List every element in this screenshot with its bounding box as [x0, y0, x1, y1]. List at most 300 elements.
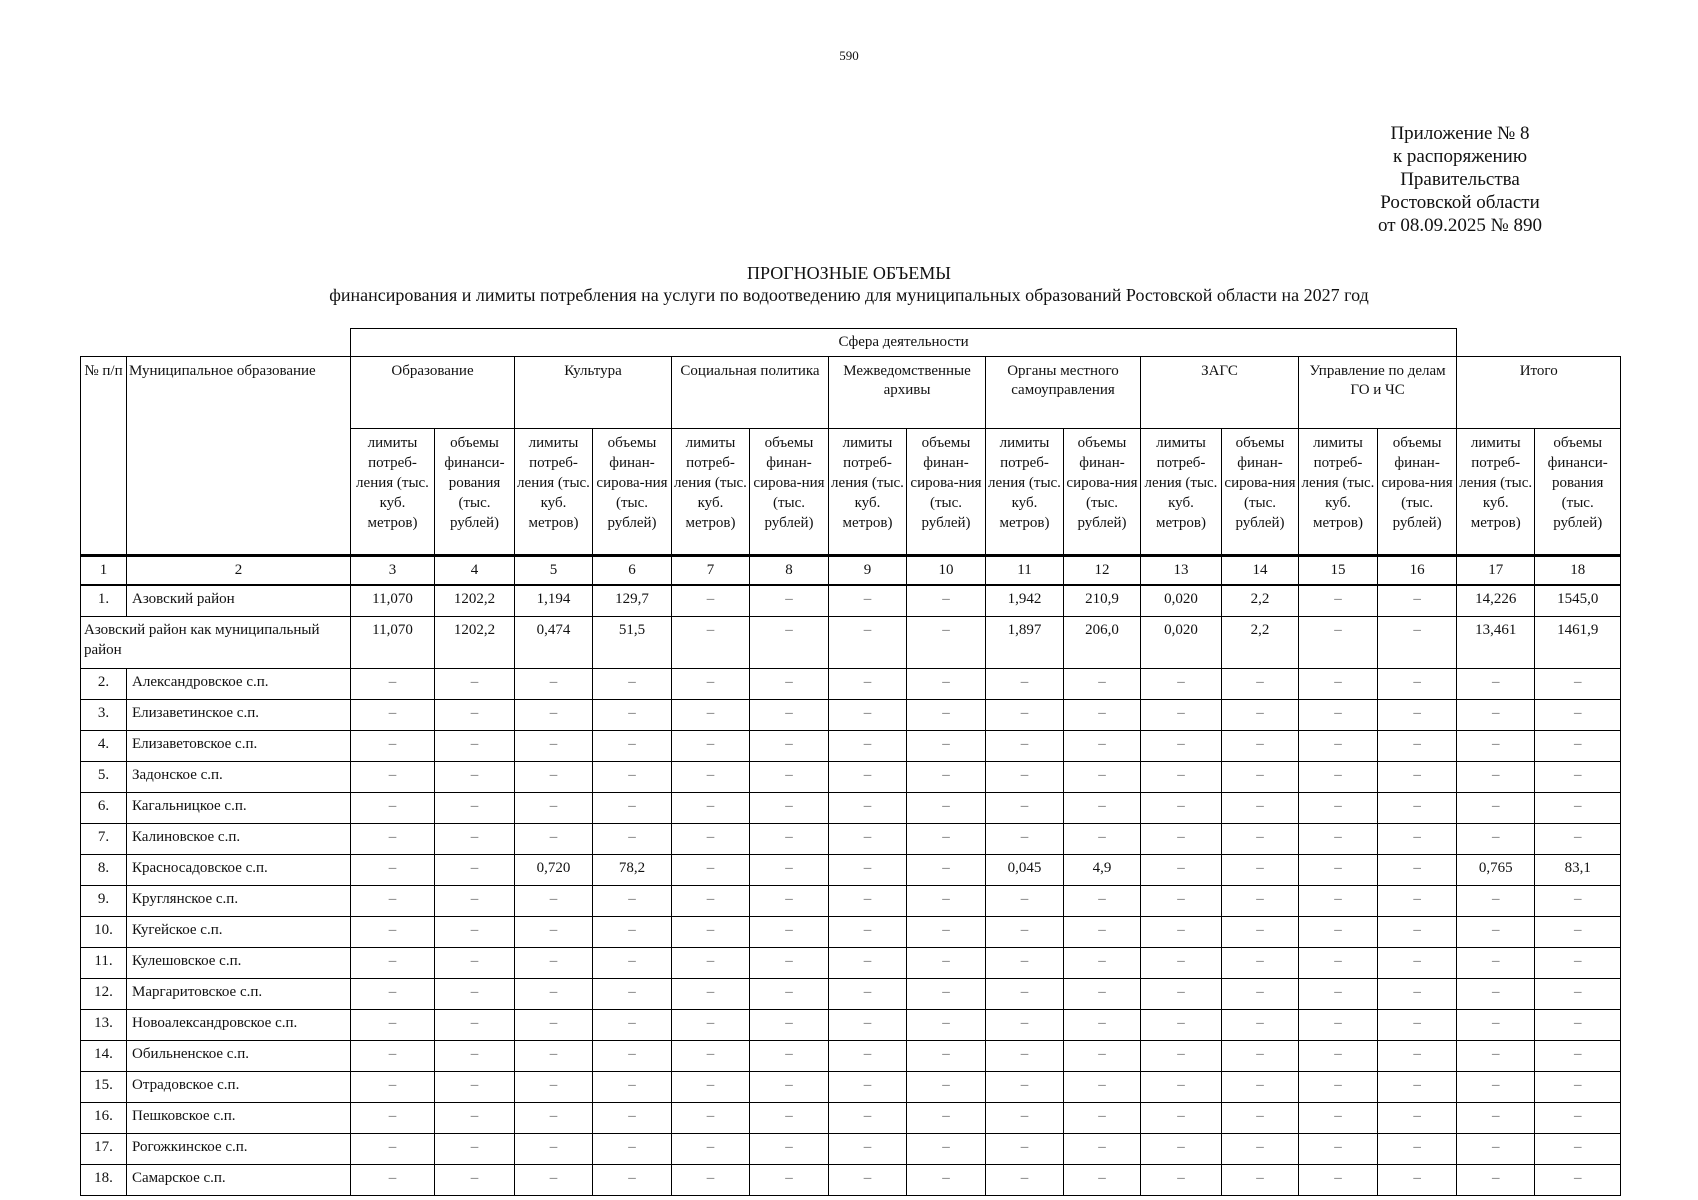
value-cell: – [515, 917, 593, 948]
value-cell: – [750, 1041, 829, 1072]
value-cell: – [593, 700, 672, 731]
value-cell: 1461,9 [1535, 617, 1621, 669]
value-cell: – [907, 1134, 986, 1165]
column-number-cell: 12 [1064, 556, 1141, 586]
value-cell: 0,020 [1141, 617, 1222, 669]
header-row-groups [81, 357, 1621, 429]
value-cell: – [986, 731, 1064, 762]
row-name: Круглянское с.п. [127, 886, 351, 917]
value-cell: – [829, 1165, 907, 1196]
group-header: Межведомственные архивы [829, 357, 986, 429]
column-number-cell: 4 [435, 556, 515, 586]
value-cell: – [986, 700, 1064, 731]
value-cell: – [1457, 1165, 1535, 1196]
row-number: 18. [81, 1165, 127, 1196]
value-cell: – [907, 1010, 986, 1041]
value-cell: – [1064, 700, 1141, 731]
value-cell: – [1141, 1134, 1222, 1165]
value-cell: – [829, 855, 907, 886]
value-cell: – [829, 917, 907, 948]
value-cell: – [1535, 824, 1621, 855]
value-cell: – [750, 762, 829, 793]
value-cell: – [1299, 731, 1378, 762]
value-cell: – [1535, 762, 1621, 793]
value-cell: – [593, 793, 672, 824]
value-cell: – [1457, 1010, 1535, 1041]
row-name: Кулешовское с.п. [127, 948, 351, 979]
value-cell: – [672, 669, 750, 700]
subheader-cell: лимиты потреб-ления (тыс. куб. метров) [829, 429, 907, 556]
value-cell: – [593, 886, 672, 917]
value-cell: – [1378, 1010, 1457, 1041]
value-cell: – [986, 979, 1064, 1010]
value-cell: 206,0 [1064, 617, 1141, 669]
value-cell: – [750, 824, 829, 855]
column-number-cell: 15 [1299, 556, 1378, 586]
value-cell: – [672, 979, 750, 1010]
value-cell: – [1141, 824, 1222, 855]
value-cell: 1,897 [986, 617, 1064, 669]
value-cell: – [593, 824, 672, 855]
value-cell: – [1535, 731, 1621, 762]
column-header-name: Муниципальное образование [127, 357, 351, 556]
header-row-sphere [81, 329, 1621, 357]
subheader-cell: объемы финан-сирова-ния (тыс. рублей) [1064, 429, 1141, 556]
value-cell: 0,474 [515, 617, 593, 669]
value-cell: – [1535, 1041, 1621, 1072]
value-cell: – [593, 948, 672, 979]
value-cell: – [1222, 855, 1299, 886]
subheader-cell: объемы финан-сирова-ния (тыс. рублей) [907, 429, 986, 556]
value-cell: – [1299, 855, 1378, 886]
value-cell: – [351, 1134, 435, 1165]
group-header: Образование [351, 357, 515, 429]
value-cell: – [1378, 762, 1457, 793]
subheader-cell: объемы финан-сирова-ния (тыс. рублей) [593, 429, 672, 556]
value-cell: – [435, 1072, 515, 1103]
value-cell: – [351, 793, 435, 824]
value-cell: – [829, 700, 907, 731]
value-cell: – [1378, 793, 1457, 824]
subheader-cell: лимиты потреб-ления (тыс. куб. метров) [1457, 429, 1535, 556]
value-cell: – [1141, 855, 1222, 886]
row-number: 7. [81, 824, 127, 855]
value-cell: – [1378, 585, 1457, 617]
value-cell: 4,9 [1064, 855, 1141, 886]
value-cell: – [1222, 824, 1299, 855]
value-cell: – [1378, 1103, 1457, 1134]
value-cell: – [829, 1072, 907, 1103]
value-cell: – [750, 1134, 829, 1165]
value-cell: – [593, 1041, 672, 1072]
value-cell: – [907, 886, 986, 917]
value-cell: – [1222, 1010, 1299, 1041]
value-cell: – [907, 824, 986, 855]
value-cell: – [907, 917, 986, 948]
value-cell: 2,2 [1222, 585, 1299, 617]
column-number-cell: 7 [672, 556, 750, 586]
value-cell: 1,942 [986, 585, 1064, 617]
value-cell: – [1535, 917, 1621, 948]
table-row [81, 948, 1621, 979]
value-cell: – [829, 793, 907, 824]
column-number-cell: 11 [986, 556, 1064, 586]
value-cell: – [1064, 1072, 1141, 1103]
value-cell: – [435, 1134, 515, 1165]
value-cell: – [1141, 731, 1222, 762]
value-cell: – [829, 1041, 907, 1072]
appendix-line: Ростовской области [1380, 192, 1540, 213]
table-row [81, 1134, 1621, 1165]
value-cell: – [435, 700, 515, 731]
value-cell: – [351, 669, 435, 700]
value-cell: – [1378, 855, 1457, 886]
row-name: Новоалександровское с.п. [127, 1010, 351, 1041]
value-cell: – [750, 917, 829, 948]
row-name: Красносадовское с.п. [127, 855, 351, 886]
value-cell: – [1141, 886, 1222, 917]
value-cell: – [1299, 617, 1378, 669]
subheader-cell: лимиты потреб-ления (тыс. куб. метров) [351, 429, 435, 556]
value-cell: – [1141, 1072, 1222, 1103]
value-cell: – [435, 886, 515, 917]
value-cell: 1,194 [515, 585, 593, 617]
value-cell: – [672, 700, 750, 731]
value-cell: – [1141, 1010, 1222, 1041]
row-number: 9. [81, 886, 127, 917]
row-name: Рогожкинское с.п. [127, 1134, 351, 1165]
value-cell: – [672, 917, 750, 948]
row-name: Азовский район [127, 585, 351, 617]
subheader-cell: лимиты потреб-ления (тыс. куб. метров) [672, 429, 750, 556]
subheader-cell: объемы финан-сирова-ния (тыс. рублей) [1222, 429, 1299, 556]
value-cell: – [986, 762, 1064, 793]
table-row [81, 731, 1621, 762]
value-cell: 83,1 [1535, 855, 1621, 886]
value-cell: – [1299, 1010, 1378, 1041]
column-number-cell: 16 [1378, 556, 1457, 586]
value-cell: – [1222, 700, 1299, 731]
value-cell: – [515, 669, 593, 700]
value-cell: – [435, 731, 515, 762]
value-cell: – [1064, 762, 1141, 793]
value-cell: – [515, 1072, 593, 1103]
row-name: Кугейское с.п. [127, 917, 351, 948]
value-cell: 51,5 [593, 617, 672, 669]
row-name: Кагальницкое с.п. [127, 793, 351, 824]
value-cell: – [1457, 1072, 1535, 1103]
value-cell: 11,070 [351, 617, 435, 669]
value-cell: – [1535, 948, 1621, 979]
value-cell: – [1457, 824, 1535, 855]
value-cell: – [672, 1134, 750, 1165]
appendix-line: Правительства [1400, 169, 1520, 190]
value-cell: – [1222, 1134, 1299, 1165]
value-cell: – [907, 793, 986, 824]
value-cell: – [1535, 886, 1621, 917]
value-cell: – [1141, 1041, 1222, 1072]
value-cell: – [672, 1072, 750, 1103]
row-number: 12. [81, 979, 127, 1010]
value-cell: – [1457, 793, 1535, 824]
value-cell: – [1378, 948, 1457, 979]
value-cell: – [593, 917, 672, 948]
value-cell: – [986, 1072, 1064, 1103]
value-cell: – [1457, 731, 1535, 762]
value-cell: – [593, 669, 672, 700]
value-cell: – [1141, 917, 1222, 948]
value-cell: – [1299, 793, 1378, 824]
value-cell: – [750, 1103, 829, 1134]
value-cell: – [1299, 1103, 1378, 1134]
appendix-line: к распоряжению [1392, 146, 1528, 167]
value-cell: 78,2 [593, 855, 672, 886]
value-cell: – [515, 1010, 593, 1041]
value-cell: – [1378, 1165, 1457, 1196]
subheader-cell: лимиты потреб-ления (тыс. куб. метров) [1141, 429, 1222, 556]
subheader-cell: лимиты потреб-ления (тыс. куб. метров) [515, 429, 593, 556]
sphere-header: Сфера деятельности [351, 329, 1457, 357]
table-row [81, 585, 1621, 617]
value-cell: – [750, 886, 829, 917]
document-subtitle: финансирования и лимиты потребления на услуги по водоотведению для муниципальных образований Ростовской области на 2027 год [329, 285, 1369, 305]
blank-cell [81, 329, 127, 357]
value-cell: – [986, 1103, 1064, 1134]
subtotal-row [81, 617, 1621, 669]
row-name: Пешковское с.п. [127, 1103, 351, 1134]
row-number: 17. [81, 1134, 127, 1165]
row-name: Александровское с.п. [127, 669, 351, 700]
value-cell: – [672, 1165, 750, 1196]
value-cell: – [435, 669, 515, 700]
table-row [81, 855, 1621, 886]
column-header-number: № п/п [81, 357, 127, 556]
row-name: Калиновское с.п. [127, 824, 351, 855]
value-cell: – [1299, 824, 1378, 855]
value-cell: – [750, 585, 829, 617]
value-cell: – [1141, 979, 1222, 1010]
value-cell: – [1141, 948, 1222, 979]
value-cell: – [750, 855, 829, 886]
group-header: Культура [515, 357, 672, 429]
value-cell: 0,765 [1457, 855, 1535, 886]
value-cell: – [829, 669, 907, 700]
column-number-cell: 5 [515, 556, 593, 586]
value-cell: – [907, 700, 986, 731]
value-cell: – [1299, 1134, 1378, 1165]
value-cell: – [1064, 1010, 1141, 1041]
value-cell: – [435, 855, 515, 886]
table-row [81, 824, 1621, 855]
row-number: 5. [81, 762, 127, 793]
column-number-cell: 6 [593, 556, 672, 586]
row-name: Задонское с.п. [127, 762, 351, 793]
value-cell: – [1141, 669, 1222, 700]
table-row [81, 917, 1621, 948]
value-cell: – [1064, 979, 1141, 1010]
value-cell: – [1457, 700, 1535, 731]
value-cell: – [1535, 1103, 1621, 1134]
value-cell: – [1141, 1103, 1222, 1134]
value-cell: – [1064, 731, 1141, 762]
value-cell: – [1064, 1103, 1141, 1134]
document-title: ПРОГНОЗНЫЕ ОБЪЕМЫ [747, 263, 951, 283]
value-cell: – [672, 948, 750, 979]
value-cell: – [1299, 948, 1378, 979]
column-number-row [81, 556, 1621, 586]
value-cell: – [1299, 917, 1378, 948]
value-cell: – [1457, 917, 1535, 948]
value-cell: – [829, 585, 907, 617]
value-cell: – [593, 1103, 672, 1134]
value-cell: – [1299, 762, 1378, 793]
value-cell: – [1141, 1165, 1222, 1196]
value-cell: – [1064, 917, 1141, 948]
value-cell: – [1378, 669, 1457, 700]
value-cell: – [351, 1103, 435, 1134]
value-cell: – [829, 762, 907, 793]
value-cell: – [1064, 669, 1141, 700]
column-number-cell: 18 [1535, 556, 1621, 586]
value-cell: – [1457, 948, 1535, 979]
value-cell: – [1378, 917, 1457, 948]
value-cell: – [1378, 1041, 1457, 1072]
value-cell: – [515, 700, 593, 731]
value-cell: – [672, 762, 750, 793]
value-cell: – [593, 731, 672, 762]
row-number: 11. [81, 948, 127, 979]
value-cell: – [672, 1041, 750, 1072]
value-cell: – [750, 669, 829, 700]
subheader-cell: объемы финан-сирова-ния (тыс. рублей) [1378, 429, 1457, 556]
group-header: ЗАГС [1141, 357, 1299, 429]
value-cell: – [351, 824, 435, 855]
subheader-cell: лимиты потреб-ления (тыс. куб. метров) [1299, 429, 1378, 556]
value-cell: – [351, 1165, 435, 1196]
value-cell: – [435, 793, 515, 824]
value-cell: – [351, 855, 435, 886]
table-row [81, 979, 1621, 1010]
value-cell: – [986, 1165, 1064, 1196]
table-row [81, 886, 1621, 917]
value-cell: – [593, 762, 672, 793]
value-cell: – [907, 1072, 986, 1103]
value-cell: – [515, 824, 593, 855]
row-number: 6. [81, 793, 127, 824]
value-cell: – [907, 585, 986, 617]
value-cell: – [1222, 1103, 1299, 1134]
value-cell: 2,2 [1222, 617, 1299, 669]
value-cell: – [672, 824, 750, 855]
value-cell: – [1299, 669, 1378, 700]
value-cell: – [515, 886, 593, 917]
row-number: 4. [81, 731, 127, 762]
column-number-cell: 1 [81, 556, 127, 586]
row-name: Обильненское с.п. [127, 1041, 351, 1072]
subheader-cell: объемы финанси-рования (тыс. рублей) [1535, 429, 1621, 556]
row-name: Самарское с.п. [127, 1165, 351, 1196]
value-cell: – [986, 1010, 1064, 1041]
row-name: Маргаритовское с.п. [127, 979, 351, 1010]
value-cell: – [750, 700, 829, 731]
row-name: Отрадовское с.п. [127, 1072, 351, 1103]
appendix-line: Приложение № 8 [1390, 123, 1530, 144]
row-number: 15. [81, 1072, 127, 1103]
value-cell: – [351, 731, 435, 762]
value-cell: – [435, 824, 515, 855]
value-cell: – [1141, 762, 1222, 793]
row-name: Азовский район как муниципальный район [81, 617, 351, 669]
value-cell: – [1535, 793, 1621, 824]
value-cell: – [435, 1165, 515, 1196]
column-number-cell: 13 [1141, 556, 1222, 586]
value-cell: – [1299, 886, 1378, 917]
column-number-cell: 9 [829, 556, 907, 586]
value-cell: – [1535, 1134, 1621, 1165]
table-row [81, 1010, 1621, 1041]
value-cell: – [593, 1165, 672, 1196]
value-cell: – [672, 1103, 750, 1134]
value-cell: – [1222, 886, 1299, 917]
value-cell: – [1299, 1072, 1378, 1103]
value-cell: – [907, 855, 986, 886]
value-cell: – [829, 824, 907, 855]
table-row [81, 762, 1621, 793]
value-cell: – [351, 948, 435, 979]
value-cell: – [351, 700, 435, 731]
value-cell: – [986, 669, 1064, 700]
blank-cell [1457, 329, 1621, 357]
value-cell: – [515, 1041, 593, 1072]
table-row [81, 1041, 1621, 1072]
value-cell: – [593, 1134, 672, 1165]
row-number: 1. [81, 585, 127, 617]
subheader-cell: лимиты потреб-ления (тыс. куб. метров) [986, 429, 1064, 556]
value-cell: – [672, 585, 750, 617]
row-number: 8. [81, 855, 127, 886]
value-cell: – [435, 979, 515, 1010]
table-row [81, 700, 1621, 731]
value-cell: – [1457, 1041, 1535, 1072]
value-cell: – [1535, 669, 1621, 700]
value-cell: 129,7 [593, 585, 672, 617]
value-cell: – [351, 917, 435, 948]
value-cell: – [829, 979, 907, 1010]
value-cell: – [1535, 1072, 1621, 1103]
value-cell: – [829, 1134, 907, 1165]
value-cell: – [1535, 1165, 1621, 1196]
value-cell: – [907, 979, 986, 1010]
value-cell: – [435, 762, 515, 793]
table-row [81, 1165, 1621, 1196]
value-cell: – [1299, 585, 1378, 617]
value-cell: – [750, 617, 829, 669]
value-cell: – [672, 886, 750, 917]
row-number: 10. [81, 917, 127, 948]
value-cell: – [1222, 917, 1299, 948]
value-cell: – [1222, 1165, 1299, 1196]
value-cell: – [1222, 979, 1299, 1010]
value-cell: – [1378, 731, 1457, 762]
value-cell: – [435, 1041, 515, 1072]
value-cell: – [1378, 700, 1457, 731]
value-cell: – [351, 1072, 435, 1103]
value-cell: – [515, 948, 593, 979]
value-cell: – [1457, 979, 1535, 1010]
value-cell: – [1222, 762, 1299, 793]
value-cell: 0,020 [1141, 585, 1222, 617]
value-cell: – [1064, 1165, 1141, 1196]
